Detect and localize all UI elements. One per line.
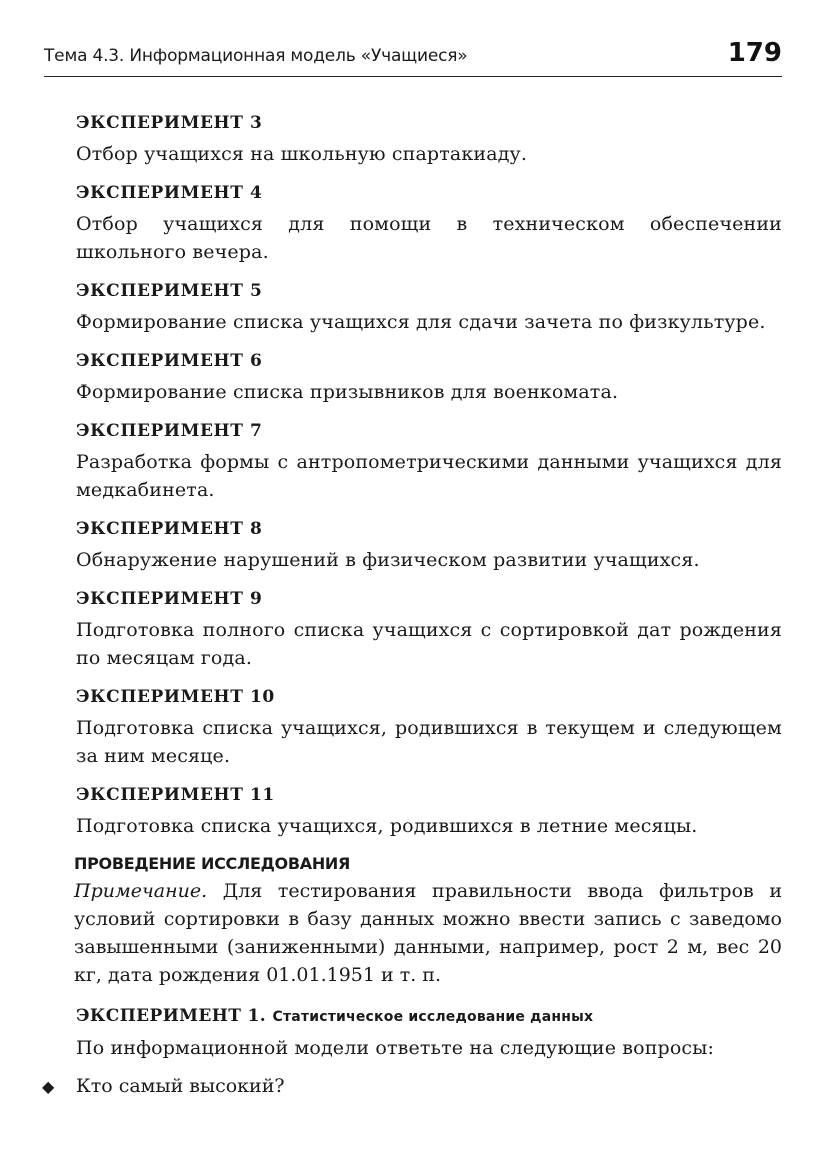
- experiment-5: [76, 276, 782, 336]
- experiment-heading: ЭКСПЕРИМЕНТ 4: [76, 183, 263, 203]
- experiment-text: Формирование списка учащихся для сдачи зачета по физкультуре.: [76, 311, 766, 333]
- experiment-heading: ЭКСПЕРИМЕНТ 9: [76, 589, 263, 609]
- experiment-heading: ЭКСПЕРИМЕНТ 5: [76, 281, 263, 301]
- experiment-text: Подготовка списка учащихся, родившихся в летние месяцы.: [76, 815, 698, 837]
- list-item: [42, 1072, 782, 1101]
- experiment-heading: ЭКСПЕРИМЕНТ 8: [76, 519, 263, 539]
- experiment-heading: ЭКСПЕРИМЕНТ 11: [76, 785, 275, 805]
- experiment-text: Подготовка полного списка учащихся с сортировкой дат рождения по месяцам года.: [76, 619, 782, 669]
- page-number: 179: [727, 38, 782, 68]
- experiment-7: [76, 416, 782, 504]
- research-section-title: ПРОВЕДЕНИЕ ИССЛЕДОВАНИЯ: [74, 854, 351, 873]
- experiment-text: Обнаружение нарушений в физическом развитии учащихся.: [76, 549, 700, 571]
- experiment-heading: ЭКСПЕРИМЕНТ 10: [76, 687, 275, 707]
- experiment-9: [76, 584, 782, 672]
- experiment-1-text: По информационной модели ответьте на следующие вопросы:: [76, 1037, 715, 1059]
- note-paragraph: [74, 877, 782, 989]
- experiment-text: Отбор учащихся для помощи в техническом обеспечении школьного вечера.: [76, 213, 782, 263]
- experiment-heading: ЭКСПЕРИМЕНТ 7: [76, 421, 263, 441]
- experiment-1-title: ЭКСПЕРИМЕНТ 1.: [76, 1006, 267, 1026]
- experiment-heading: ЭКСПЕРИМЕНТ 3: [76, 113, 263, 133]
- experiment-1-subtitle: Статистическое исследование данных: [272, 1009, 594, 1025]
- diamond-bullet-icon: ◆: [42, 1077, 55, 1096]
- question-text: Кто самый высокий?: [76, 1075, 285, 1097]
- page-header: [44, 36, 782, 77]
- experiment-3: [76, 108, 782, 168]
- experiment-10: [76, 682, 782, 770]
- experiment-6: [76, 346, 782, 406]
- experiment-11: [76, 780, 782, 840]
- experiment-1-heading: [76, 1001, 782, 1032]
- header-title: Тема 4.3. Информационная модель «Учащиеся»: [44, 46, 468, 66]
- experiment-text: Подготовка списка учащихся, родившихся в текущем и следующем за ним месяце.: [76, 717, 782, 767]
- page-content: [42, 108, 782, 1101]
- note-label: Примечание.: [74, 880, 208, 902]
- experiment-text: Отбор учащихся на школьную спартакиаду.: [76, 143, 528, 165]
- note-text: Для тестирования правильности ввода фильтров и условий сортировки в базу данных можно ввести запись с заведомо завышенными (заниженными) данными, например, рост 2 м, вес 20 кг, дата рождения 01.01.1951 и т. п.: [74, 880, 782, 986]
- experiment-8: [76, 514, 782, 574]
- question-list: [42, 1072, 782, 1101]
- experiment-text: Разработка формы с антропометрическими данными учащихся для медкабинета.: [76, 451, 782, 501]
- experiment-4: [76, 178, 782, 266]
- experiment-heading: ЭКСПЕРИМЕНТ 6: [76, 351, 263, 371]
- experiment-text: Формирование списка призывников для военкомата.: [76, 381, 619, 403]
